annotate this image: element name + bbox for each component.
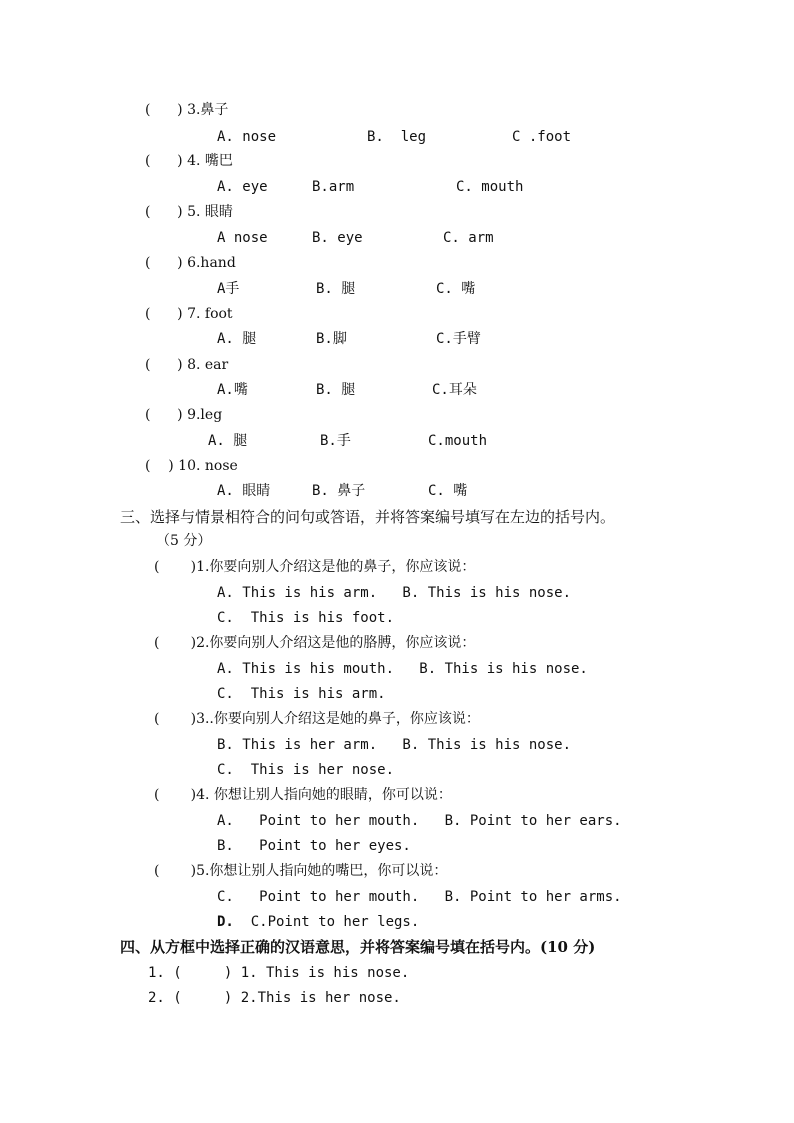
option-b: B. 鼻子 — [312, 483, 366, 499]
s3-options-4a: A. Point to her mouth. B. Point to her ears. — [217, 813, 622, 829]
option-c: C. arm — [443, 230, 494, 246]
option-c: C.mouth — [428, 433, 488, 449]
s3-options-1b: C. This is his foot. — [217, 610, 395, 626]
option-a: A.嘴 — [217, 382, 248, 398]
option-c: C. mouth — [456, 179, 524, 195]
option-a: A手 — [217, 281, 240, 297]
option-c: C.手臂 — [436, 331, 481, 347]
question-stem: ( ) 8. ear — [145, 357, 229, 373]
s3-options-4b: B. Point to her eyes. — [217, 838, 411, 854]
option-b: B. eye — [312, 230, 363, 246]
option-b: B.脚 — [316, 331, 347, 347]
option-a: A. 眼睛 — [217, 483, 271, 499]
question-stem: ( ) 6.hand — [145, 255, 236, 271]
option-a: A. 腿 — [217, 331, 257, 347]
s3-options-5a: C. Point to her mouth. B. Point to her arms. — [217, 889, 622, 905]
s3-options-3b: C. This is her nose. — [217, 762, 395, 778]
s3-options-1a: A. This is his arm. B. This is his nose. — [217, 585, 572, 601]
question-stem: ( ) 5. 眼睛 — [145, 204, 233, 220]
option-b: B. 腿 — [316, 281, 356, 297]
s3-question-3: ( )3..你要向别人介绍这是她的鼻子，你应该说： — [154, 711, 480, 727]
option-a: A. 腿 — [208, 433, 248, 449]
option-a: A. nose — [217, 129, 277, 145]
option-b: B. leg — [367, 129, 427, 145]
option-b: B.手 — [320, 433, 351, 449]
section-3-title: 三、选择与情景相符合的问句或答语，并将答案编号填写在左边的括号内。 — [120, 508, 616, 526]
s3-question-2: ( )2.你要向别人介绍这是他的胳膊，你应该说： — [154, 635, 476, 651]
option-c: C.耳朵 — [432, 382, 477, 398]
question-stem: ( ) 7. foot — [145, 306, 233, 322]
option-a: A. eye — [217, 179, 268, 195]
s3-options-2b: C. This is his arm. — [217, 686, 386, 702]
s4-item-1: 1. ( ) 1. This is his nose. — [148, 965, 410, 981]
question-stem: ( ) 9.leg — [145, 407, 223, 423]
option-text: C.Point to her legs. — [233, 914, 420, 930]
option-b: B. 腿 — [316, 382, 356, 398]
s3-question-4: ( )4. 你想让别人指向她的眼睛，你可以说： — [154, 787, 452, 803]
s3-options-3a: B. This is her arm. B. This is his nose. — [217, 737, 572, 753]
s3-question-5: ( )5.你想让别人指向她的嘴巴，你可以说： — [154, 863, 448, 879]
s3-question-1: ( )1.你要向别人介绍这是他的鼻子，你应该说： — [154, 559, 476, 575]
question-stem: ( ) 10. nose — [145, 458, 238, 474]
option-c: C .foot — [512, 129, 572, 145]
question-stem: ( ) 3.鼻子 — [145, 102, 229, 118]
section-3-score: （5 分） — [156, 533, 212, 549]
option-a: A nose — [217, 230, 268, 246]
s3-options-5b — [217, 913, 419, 931]
section-4-title: 四、从方框中选择正确的汉语意思，并将答案编号填在括号内。(10 分) — [120, 938, 596, 956]
option-c: C. 嘴 — [428, 483, 468, 499]
option-letter: D. — [217, 914, 234, 930]
question-stem: ( ) 4. 嘴巴 — [145, 153, 233, 169]
option-c: C. 嘴 — [436, 281, 476, 297]
s3-options-2a: A. This is his mouth. B. This is his nose. — [217, 661, 588, 677]
option-b: B.arm — [312, 179, 355, 195]
s4-item-2: 2. ( ) 2.This is her nose. — [148, 990, 401, 1006]
